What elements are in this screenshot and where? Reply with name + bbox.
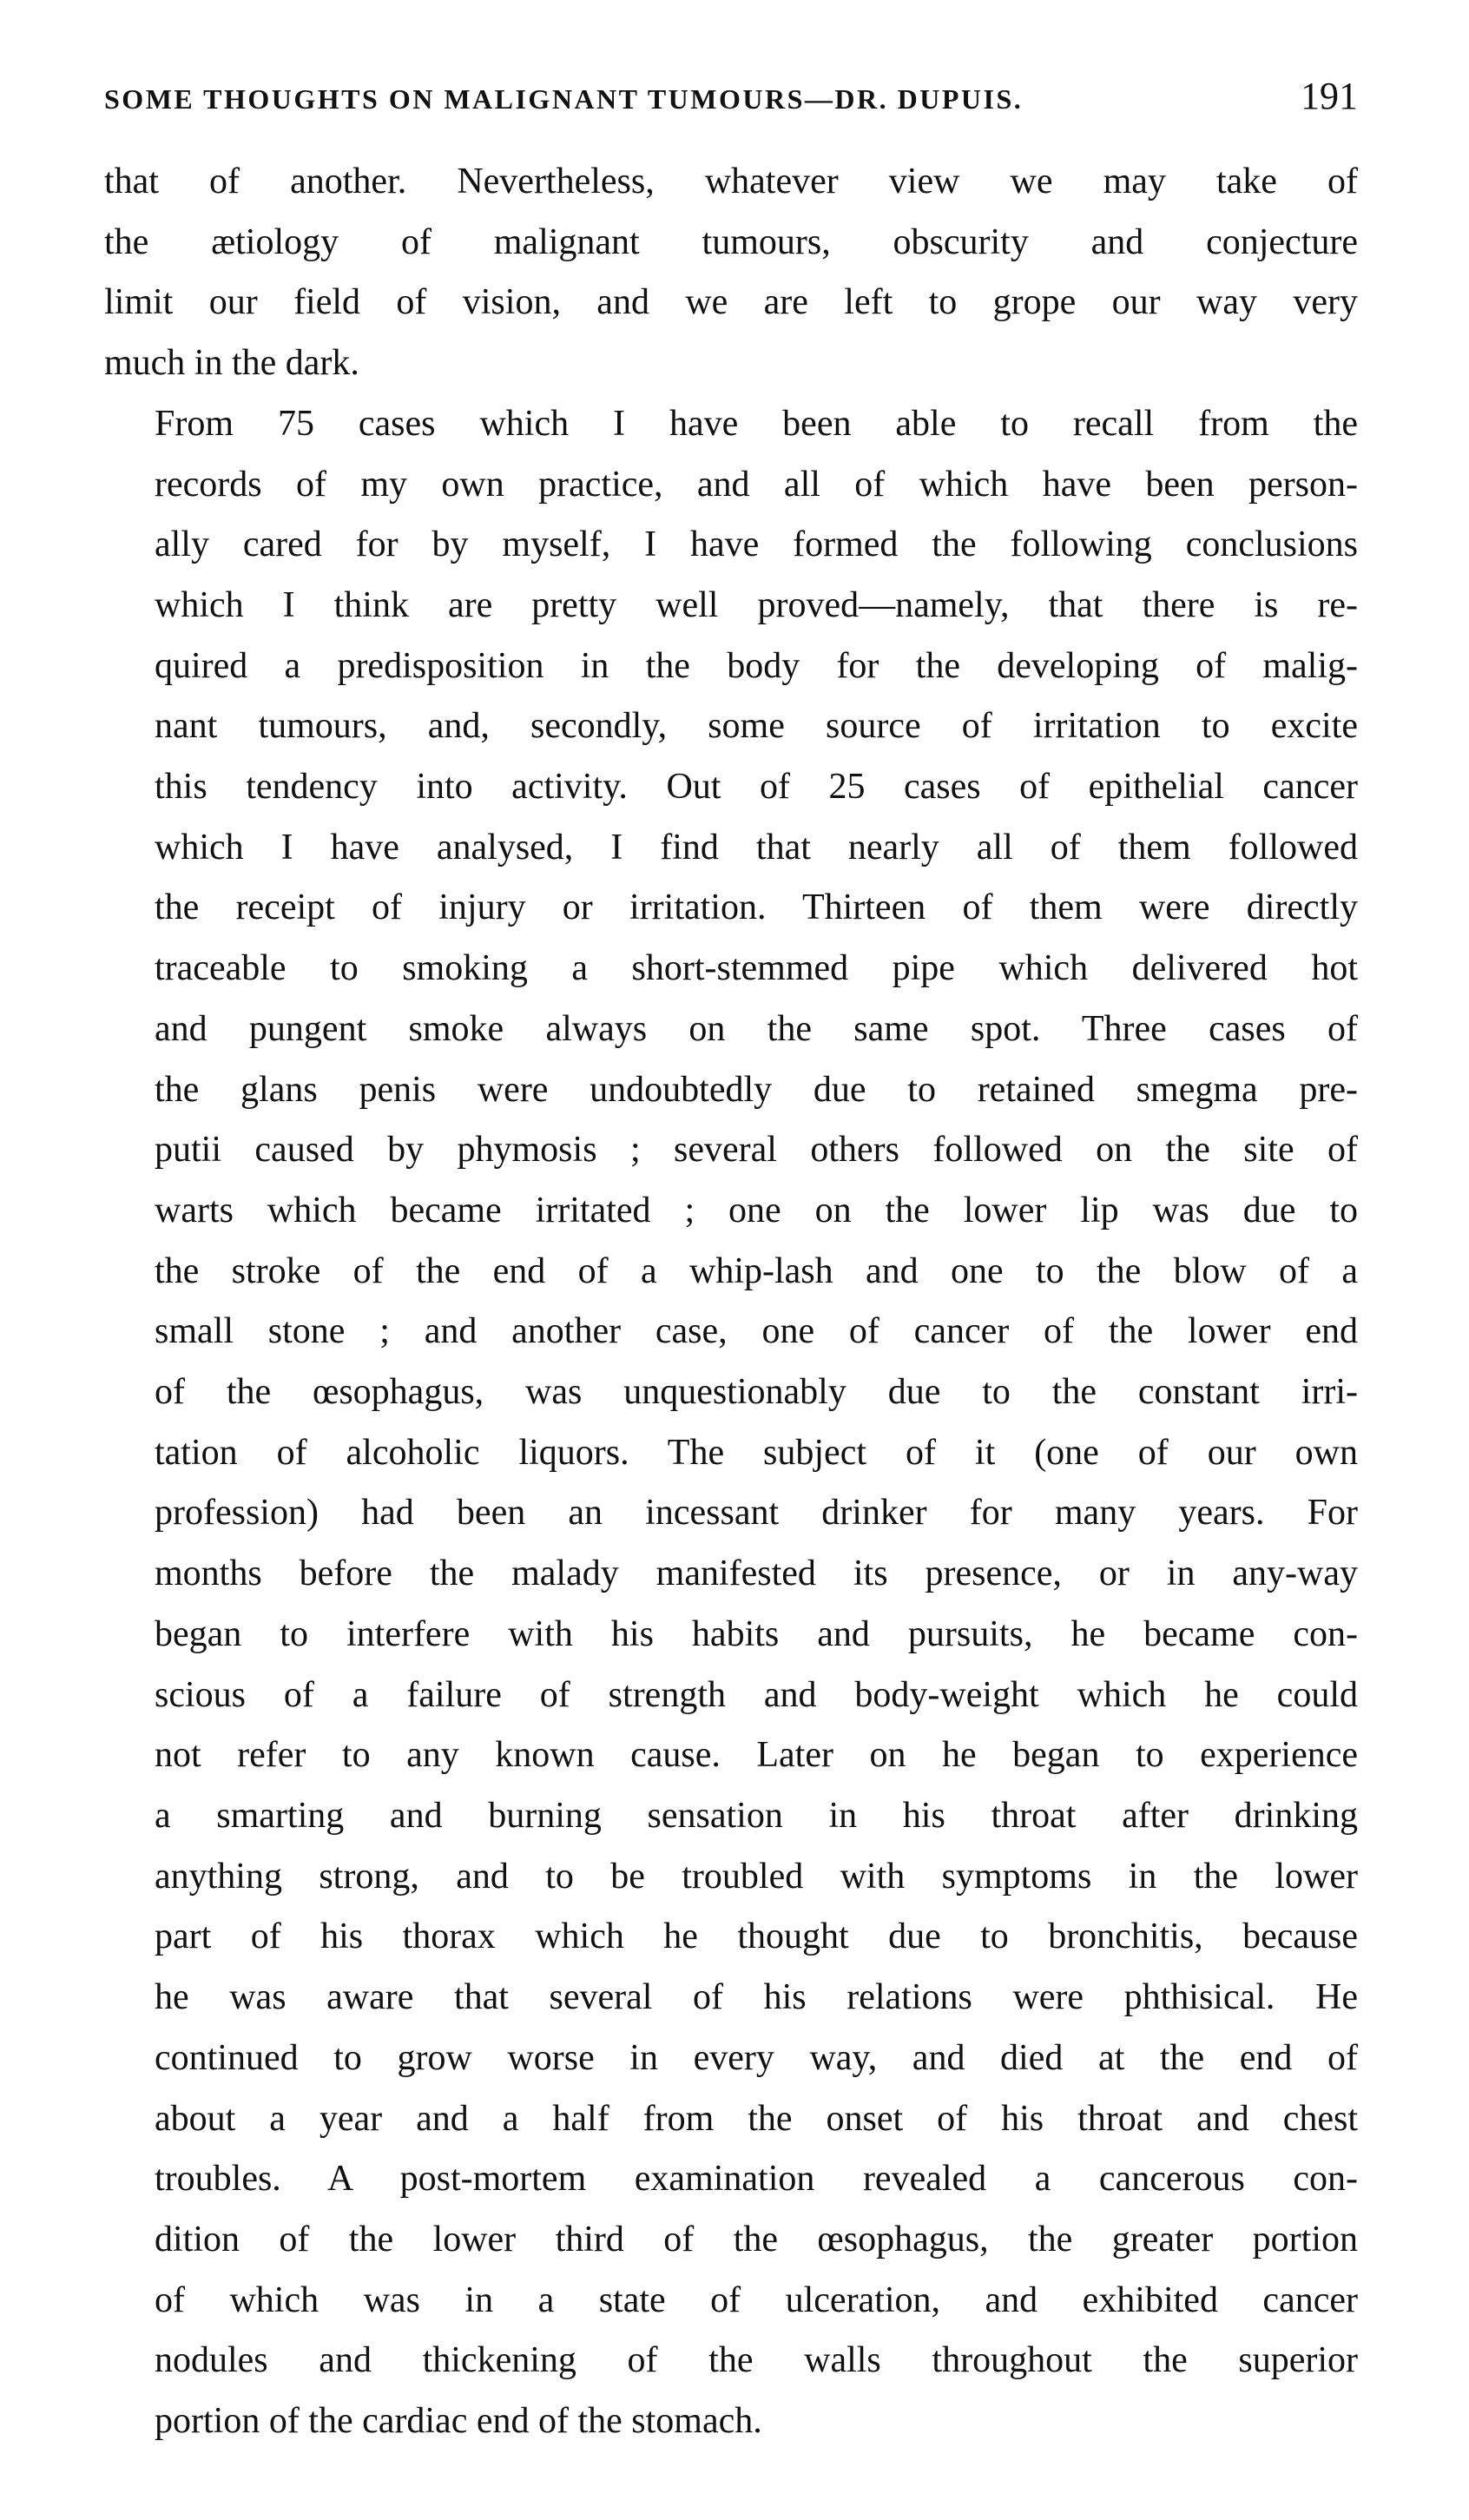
text-line: much in the dark. [104, 343, 359, 384]
text-line: of which was in a state of ulceration, and exhibited cancer [155, 2279, 1358, 2320]
text-line: records of my own practice, and all of which have been person- [155, 464, 1358, 505]
text-line: ally cared for by myself, I have formed the following conclusions [155, 524, 1358, 565]
text-line: of the œsophagus, was unquestionably due to the constant irri- [155, 1372, 1358, 1413]
text-line: months before the malady manifested its presence, or in any-way [155, 1554, 1358, 1594]
text-line: putii caused by phymosis ; several others followed on the site of [155, 1130, 1358, 1171]
text-line: about a year and a half from the onset of his throat and chest [155, 2098, 1358, 2139]
text-line: limit our field of vision, and we are left to grope our way very [104, 282, 1358, 323]
text-line: portion of the cardiac end of the stomach. [155, 2401, 762, 2442]
paragraph-2 [104, 394, 1358, 2452]
text-line: that of another. Nevertheless, whatever view we may take of [104, 162, 1358, 201]
text-line: small stone ; and another case, one of cancer of the lower end [155, 1311, 1358, 1352]
running-head [104, 74, 1358, 135]
text-line: a smarting and burning sensation in his throat after drinking [155, 1795, 1358, 1836]
text-line: quired a predisposition in the body for the developing of malig- [155, 645, 1358, 686]
text-line: tation of alcoholic liquors. The subject of it (one of our own [155, 1432, 1358, 1473]
text-line: profession) had been an incessant drinker for many years. For [155, 1493, 1358, 1534]
text-line: began to interfere with his habits and pursuits, he became con- [155, 1613, 1358, 1654]
text-line: which I think are pretty well proved—namely, that there is re- [155, 584, 1358, 625]
page-number: 191 [1301, 75, 1358, 117]
text-line: traceable to smoking a short-stemmed pipe which delivered hot [155, 948, 1358, 989]
text-line: nodules and thickening of the walls throughout the superior [155, 2340, 1358, 2381]
text-line: scious of a failure of strength and body-weight which he could [155, 1674, 1358, 1715]
text-line: the ætiology of malignant tumours, obscurity and conjecture [104, 221, 1358, 262]
text-line: the glans penis were undoubtedly due to retained smegma pre- [155, 1069, 1358, 1110]
text-line: this tendency into activity. Out of 25 cases of epithelial cancer [155, 767, 1358, 808]
text-line: he was aware that several of his relations were phthisical. He [155, 1977, 1358, 2018]
text-line: troubles. A post-mortem examination revealed a cancerous con- [155, 2159, 1358, 2200]
text-line: From 75 cases which I have been able to recall from the [155, 403, 1358, 444]
text-line: warts which became irritated ; one on the lower lip was due to [155, 1190, 1358, 1230]
text-line: not refer to any known cause. Later on he began to experience [155, 1735, 1358, 1776]
text-line: anything strong, and to be troubled with symptoms in the lower [155, 1856, 1358, 1897]
running-title: SOME THOUGHTS ON MALIGNANT TUMOURS—DR. DUPUIS. [104, 83, 1024, 115]
text-line: nant tumours, and, secondly, some source of irritation to excite [155, 706, 1358, 747]
text-line: and pungent smoke always on the same spot. Three cases of [155, 1008, 1358, 1049]
text-line: continued to grow worse in every way, and died at the end of [155, 2037, 1358, 2078]
text-line: which I have analysed, I find that nearly all of them followed [155, 827, 1358, 867]
text-line: the stroke of the end of a whip-lash and one to the blow of a [155, 1250, 1358, 1291]
text-line: dition of the lower third of the œsophagus, the greater portion [155, 2219, 1358, 2259]
text-line: part of his thorax which he thought due to bronchitis, because [155, 1916, 1358, 1957]
paragraph-1 [104, 152, 1358, 394]
text-line: the receipt of injury or irritation. Thirteen of them were directly [155, 887, 1358, 928]
body-text [104, 152, 1358, 2452]
